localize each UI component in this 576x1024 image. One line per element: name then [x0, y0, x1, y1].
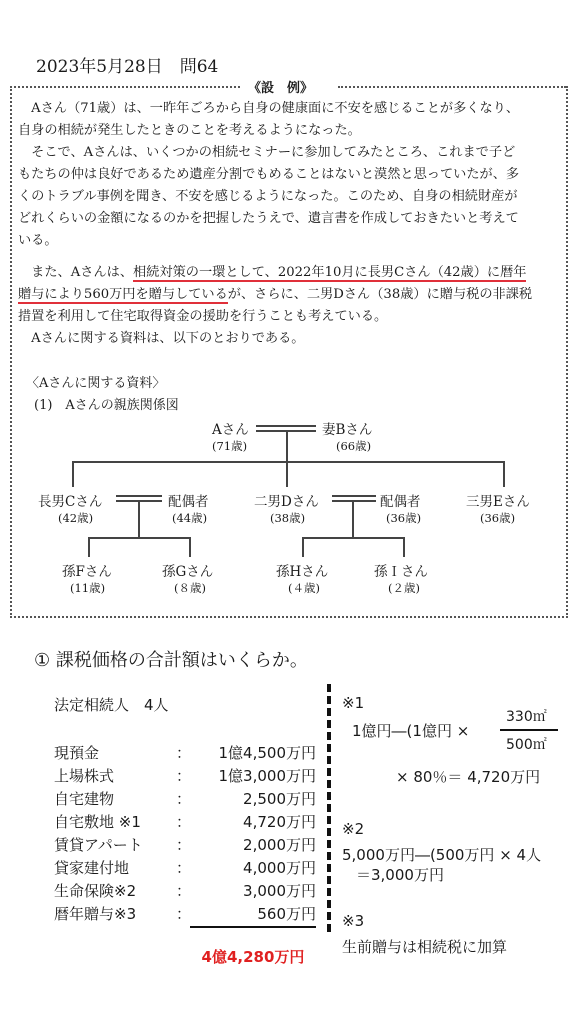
node-grand-f-age: (11歳): [70, 581, 106, 595]
asset-value: 1億4,500万円: [218, 744, 316, 762]
marriage-line-d-top: [332, 495, 376, 497]
asset-label: 現預金: [54, 744, 100, 762]
case-box-top-right: [338, 86, 566, 88]
node-spouse-d-age: (36歳): [386, 511, 422, 525]
asset-value: 2,500万円: [243, 790, 316, 808]
asset-colon: ：: [176, 813, 192, 831]
note-1-numerator: 330㎡: [506, 709, 547, 725]
header-date-question: 2023年5月28日 問64: [36, 57, 219, 77]
case-line: Aさん（71歳）は、一昨年ごろから自身の健康面に不安を感じることが多くなり、: [18, 101, 520, 116]
marriage-line-c-top: [116, 495, 162, 497]
case-line: どれくらいの金額になるのかを把握したうえで、遺言書を作成しておきたいと考えて: [18, 211, 519, 226]
case-line: 措置を利用して住宅取得資金の援助を行うことも考えている。: [18, 309, 388, 324]
node-wife-b-name: 妻Bさん: [322, 422, 373, 438]
node-grand-f-name: 孫Fさん: [62, 564, 112, 580]
para2-underlined: 相続対策の一環として、2022年10月に長男Cさん（42歳）に暦年: [133, 265, 527, 280]
node-son-c-age: (42歳): [58, 511, 94, 525]
asset-label: 生命保険※2: [54, 882, 137, 900]
asset-total: 4億4,280万円: [201, 948, 305, 966]
drop-line-g: [189, 537, 191, 557]
case-line: いる。: [18, 233, 58, 248]
node-son-d-age: (38歳): [270, 511, 306, 525]
node-a-name: Aさん: [212, 422, 249, 438]
drop-line-i: [403, 537, 405, 557]
note-1-mark: ※1: [342, 694, 365, 712]
node-grand-h-name: 孫Hさん: [276, 564, 329, 580]
node-wife-b-age: (66歳): [336, 439, 372, 453]
case-paragraph-2: [18, 262, 558, 350]
asset-label: 自宅敷地 ※1: [54, 813, 141, 831]
asset-value: 560万円: [257, 905, 316, 923]
asset-label: 暦年贈与※3: [54, 905, 137, 923]
node-grand-g-age: (８歳): [174, 581, 206, 595]
drop-line-f: [88, 537, 90, 557]
grandchildren-bar-c: [88, 537, 190, 539]
descent-line-d: [352, 501, 354, 537]
question-title: ① 課税価格の合計額はいくらか。: [34, 650, 308, 671]
asset-colon: ：: [176, 882, 192, 900]
node-son-d-name: 二男Dさん: [254, 494, 319, 510]
note-1-denominator: 500㎡: [506, 737, 547, 753]
node-grand-i-age: (２歳): [388, 581, 420, 595]
note-1-formula: 1億円―(1億円 ×: [352, 722, 470, 740]
node-spouse-c-age: (44歳): [172, 511, 208, 525]
node-grand-i-name: 孫Ｉさん: [374, 564, 428, 580]
materials-heading: 〈Aさんに関する資料〉: [26, 376, 166, 391]
asset-colon: ：: [176, 859, 192, 877]
node-son-e-name: 三男Eさん: [466, 494, 530, 510]
node-a-age: (71歳): [212, 439, 248, 453]
node-spouse-d-name: 配偶者: [380, 494, 421, 510]
case-line: もたちの仲は良好であるため遺産分割でもめることはないと漠然と思っていたが、多: [18, 167, 520, 182]
dashed-divider: [327, 684, 331, 932]
case-line: くのトラブル事例を聞き、不安を感じるようになった。このため、自身の相続財産が: [18, 189, 518, 204]
asset-label: 貸家建付地: [54, 859, 130, 877]
node-son-e-age: (36歳): [480, 511, 516, 525]
node-grand-h-age: (４歳): [288, 581, 320, 595]
asset-colon: ：: [176, 790, 192, 808]
asset-colon: ：: [176, 905, 192, 923]
asset-colon: ：: [176, 744, 192, 762]
case-line: そこで、Aさんは、いくつかの相続セミナーに参加してみたところ、これまで子ど: [18, 145, 516, 160]
note-2-line-2: ＝3,000万円: [356, 866, 444, 884]
asset-value: 4,720万円: [243, 813, 316, 831]
asset-value: 4,000万円: [243, 859, 316, 877]
asset-label: 賃貸アパート: [54, 836, 143, 854]
asset-colon: ：: [176, 767, 192, 785]
para2-line2-underlined: 贈与により560万円を贈与している: [18, 287, 228, 302]
note-2-mark: ※2: [342, 820, 365, 838]
case-line: 自身の相続が発生したときのことを考えるようになった。: [18, 123, 361, 138]
sum-line: [190, 926, 316, 928]
asset-colon: ：: [176, 836, 192, 854]
case-line: [18, 262, 558, 284]
case-title: 《設 例》: [248, 81, 314, 96]
case-line: [18, 284, 558, 306]
drop-line-e: [503, 461, 505, 487]
drop-line-h: [302, 537, 304, 557]
note-3-mark: ※3: [342, 912, 365, 930]
drop-line-c: [72, 461, 74, 487]
descent-line-c: [138, 501, 140, 537]
note-2-line-1: 5,000万円―(500万円 × 4人: [342, 846, 542, 864]
case-paragraph-1: [18, 98, 558, 252]
marriage-line-ab-top: [256, 425, 316, 427]
asset-value: 3,000万円: [243, 882, 316, 900]
children-bar: [72, 461, 504, 463]
grandchildren-bar-d: [302, 537, 404, 539]
asset-value: 1億3,000万円: [218, 767, 316, 785]
marriage-line-d-bottom: [332, 500, 376, 502]
materials-item-1: (1) Aさんの親族関係図: [34, 398, 179, 413]
heirs-count: 法定相続人 4人: [54, 696, 169, 714]
case-box-top-left: [10, 86, 240, 88]
node-grand-g-name: 孫Gさん: [162, 564, 214, 580]
note-1-result: × 80％＝ 4,720万円: [396, 768, 541, 786]
node-son-c-name: 長男Cさん: [38, 494, 103, 510]
note-1-fraction-bar: [500, 729, 558, 731]
asset-label: 自宅建物: [54, 790, 115, 808]
note-3-line-1: 生前贈与は相続税に加算: [342, 938, 508, 956]
drop-line-d: [286, 461, 288, 487]
para2-line2-rest: が、さらに、二男Dさん（38歳）に贈与税の非課税: [227, 287, 533, 302]
descent-line-ab: [286, 431, 288, 461]
asset-value: 2,000万円: [243, 836, 316, 854]
node-spouse-c-name: 配偶者: [168, 494, 209, 510]
asset-label: 上場株式: [54, 767, 115, 785]
case-line: Aさんに関する資料は、以下のとおりである。: [18, 331, 305, 346]
para2-prefix: また、Aさんは、: [18, 265, 134, 280]
